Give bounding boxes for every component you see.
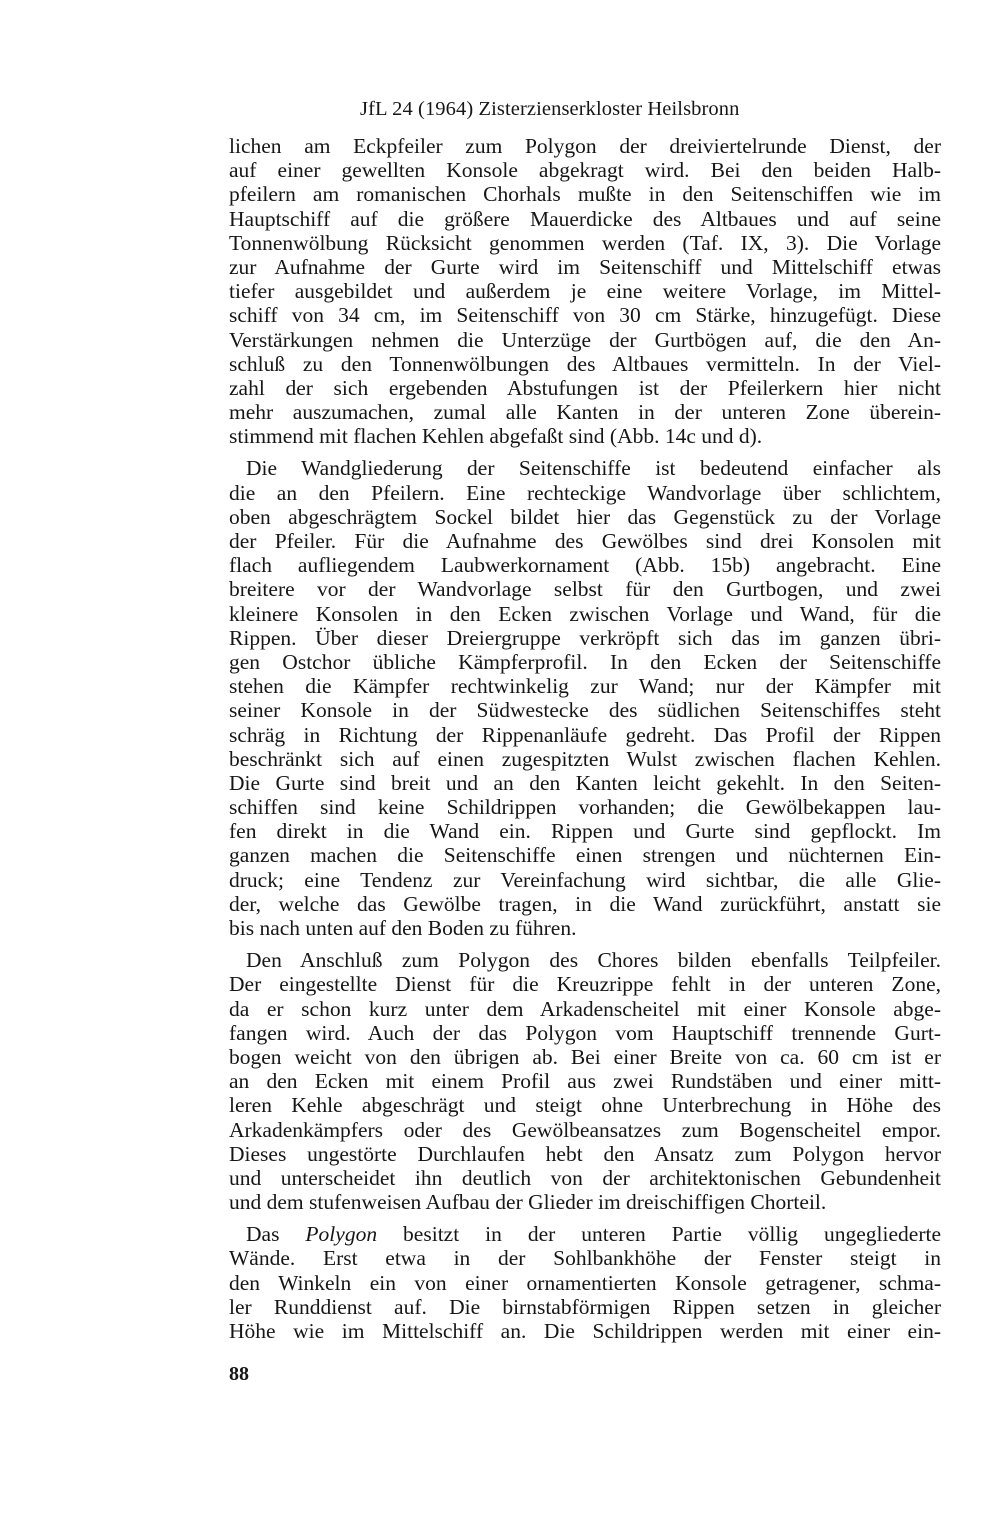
text-line: an den Ecken mit einem Profil aus zwei Rundstäben und einer mitt-: [229, 1069, 941, 1094]
page-number: 88: [229, 1363, 249, 1385]
text-line: kleinere Konsolen in den Ecken zwischen Vorlage und Wand, für die: [229, 601, 941, 626]
text-line: schiffen sind keine Schildrippen vorhanden; die Gewölbekappen lau-: [229, 795, 941, 820]
text-line: Rippen. Über dieser Dreiergruppe verkröpft sich das im ganzen übri-: [229, 625, 941, 650]
text-line: der Pfeiler. Für die Aufnahme des Gewölbes sind drei Konsolen mit: [229, 529, 941, 553]
text-line: schräg in Richtung der Rippenanläufe gedreht. Das Profil der Rippen: [229, 722, 941, 747]
text-line: lichen am Eckpfeiler zum Polygon der dreiviertelrunde Dienst, der: [229, 134, 941, 158]
text-line: und unterscheidet ihn deutlich von der architektonischen Gebundenheit: [229, 1165, 941, 1190]
text-line: schiff von 34 cm, im Seitenschiff von 30 cm Stärke, hinzugefügt. Diese: [229, 303, 941, 328]
paragraph-1: [229, 134, 941, 448]
body-text: [229, 134, 941, 1351]
text-line: tiefer ausgebildet und außerdem je eine weitere Vorlage, im Mittel-: [229, 279, 941, 304]
text-line: druck; eine Tendenz zur Vereinfachung wird sichtbar, die alle Glie-: [229, 867, 941, 892]
text-line: fangen wird. Auch der das Polygon vom Hauptschiff trennende Gurt-: [229, 1020, 941, 1045]
text-line: fen direkt in die Wand ein. Rippen und Gurte sind gepflockt. Im: [229, 819, 941, 844]
text-line: seiner Konsole in der Südwestecke des südlichen Seitenschiffes steht: [229, 698, 941, 723]
text-line: Wände. Erst etwa in der Sohlbankhöhe der Fenster steigt in: [229, 1246, 941, 1271]
text-line: Dieses ungestörte Durchlaufen hebt den Ansatz zum Polygon hervor: [229, 1141, 941, 1166]
text-line: Hauptschiff auf die größere Mauerdicke des Altbaues und auf seine: [229, 206, 941, 231]
text-line: oben abgeschrägtem Sockel bildet hier das Gegenstück zu der Vorlage: [229, 504, 941, 529]
paragraph-3: [229, 948, 941, 1214]
text-line: zahl der sich ergebenden Abstufungen ist der Pfeilerkern hier nicht: [229, 375, 941, 400]
text-line: stimmend mit flachen Kehlen abgefaßt sind (Abb. 14c und d).: [229, 424, 763, 449]
text-line: Das Polygon besitzt in der unteren Partie völlig ungegliederte: [246, 1222, 942, 1247]
text-line: beschränkt sich auf einen zugespitzten Wulst zwischen flachen Kehlen.: [229, 746, 941, 771]
text-line: und dem stufenweisen Aufbau der Glieder im dreischiffigen Chorteil.: [229, 1190, 827, 1215]
text-line: der, welche das Gewölbe tragen, in die Wand zurückführt, anstatt sie: [229, 891, 941, 916]
text-line: schluß zu den Tonnenwölbungen des Altbaues vermitteln. In der Viel-: [229, 351, 941, 376]
text-line: die an den Pfeilern. Eine rechteckige Wandvorlage über schlichtem,: [229, 480, 941, 505]
text-line: ganzen machen die Seitenschiffe einen strengen und nüchternen Ein-: [229, 843, 941, 868]
text-line: da er schon kurz unter dem Arkadenscheitel mit einer Konsole abge-: [229, 996, 941, 1021]
text-line: flach aufliegendem Laubwerkornament (Abb. 15b) angebracht. Eine: [229, 553, 941, 578]
text-line: pfeilern am romanischen Chorhals mußte in den Seitenschiffen wie im: [229, 182, 941, 207]
text-line: Den Anschluß zum Polygon des Chores bilden ebenfalls Teilpfeiler.: [246, 948, 941, 973]
text-line: breitere vor der Wandvorlage selbst für den Gurtbogen, und zwei: [229, 577, 941, 602]
text-line: leren Kehle abgeschrägt und steigt ohne Unterbrechung in Höhe des: [229, 1093, 941, 1118]
text-line: zur Aufnahme der Gurte wird im Seitenschiff und Mittelschiff etwas: [229, 254, 941, 279]
text-line: mehr auszumachen, zumal alle Kanten in der unteren Zone überein-: [229, 400, 941, 425]
text-line: Die Wandgliederung der Seitenschiffe ist bedeutend einfacher als: [246, 456, 941, 481]
text-line: gen Ostchor übliche Kämpferprofil. In den Ecken der Seitenschiffe: [229, 649, 941, 674]
text-line: bogen weicht von den übrigen ab. Bei einer Breite von ca. 60 cm ist er: [229, 1044, 941, 1069]
text-line: Die Gurte sind breit und an den Kanten leicht gekehlt. In den Seiten-: [229, 770, 941, 795]
paragraph-4: [229, 1222, 941, 1343]
running-head: JfL 24 (1964) Zisterzienserkloster Heilsbronn: [360, 98, 740, 120]
text-line: den Winkeln ein von einer ornamentierten Konsole getragener, schma-: [229, 1270, 941, 1295]
text-line: Arkadenkämpfers oder des Gewölbeansatzes zum Bogenscheitel empor.: [229, 1117, 941, 1142]
text-line: ler Runddienst auf. Die birnstabförmigen Rippen setzen in gleicher: [229, 1294, 941, 1319]
text-line: auf einer gewellten Konsole abgekragt wird. Bei den beiden Halb-: [229, 158, 941, 183]
text-line: Der eingestellte Dienst für die Kreuzrippe fehlt in der unteren Zone,: [229, 972, 941, 997]
text-line: bis nach unten auf den Boden zu führen.: [229, 916, 577, 940]
text-line: Höhe wie im Mittelschiff an. Die Schildrippen werden mit einer ein-: [229, 1319, 941, 1343]
paragraph-2: [229, 456, 941, 940]
text-line: stehen die Kämpfer rechtwinkelig zur Wand; nur der Kämpfer mit: [229, 674, 941, 699]
text-line: Verstärkungen nehmen die Unterzüge der Gurtbögen auf, die den An-: [229, 327, 941, 352]
text-line: Tonnenwölbung Rücksicht genommen werden (Taf. IX, 3). Die Vorlage: [229, 230, 941, 255]
